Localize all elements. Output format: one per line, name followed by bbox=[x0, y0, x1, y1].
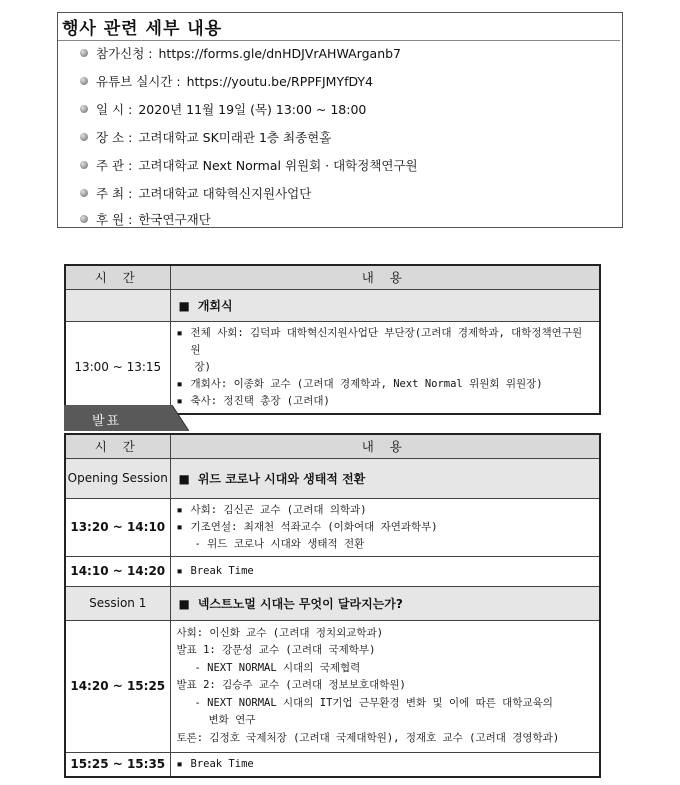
detail-row-venue: 장 소 : 고려대학교 SK미래관 1층 최종현홀 bbox=[80, 128, 331, 146]
detail-row-host: 주 최 : 고려대학교 대학혁신지원사업단 bbox=[80, 184, 311, 202]
list-item: 발표 2: 김승주 교수 (고려대 정보보호대학원) bbox=[176, 679, 406, 692]
list-item: 사회: 이신화 교수 (고려대 정치외교학과) bbox=[176, 626, 384, 639]
opening-session-label: Opening Session bbox=[65, 458, 170, 498]
detail-row-date: 일 시 : 2020년 11월 19일 (목) 13:00 ~ 18:00 bbox=[80, 100, 366, 118]
column-header-content: 내 용 bbox=[170, 434, 600, 458]
detail-row-youtube: 유튜브 실시간 : https://youtu.be/RPPFJMYfDY4 bbox=[80, 72, 373, 90]
small-square-bullet-icon: ▪ bbox=[176, 394, 183, 407]
small-square-bullet-icon: ▪ bbox=[176, 520, 183, 533]
bullet-icon bbox=[80, 215, 88, 223]
presentation-table bbox=[64, 433, 601, 778]
small-square-bullet-icon: ▪ bbox=[176, 503, 183, 516]
list-item: - 위드 코로나 시대와 생태적 전환 bbox=[194, 537, 365, 550]
list-item: 변화 연구 bbox=[208, 714, 256, 727]
column-header-time: 시 간 bbox=[65, 434, 170, 458]
list-item: - NEXT NORMAL 시대의 국제협력 bbox=[194, 661, 361, 674]
bullet-icon bbox=[80, 161, 88, 169]
session-1-label: Session 1 bbox=[65, 586, 170, 620]
presentation-tab-label: 발표 bbox=[92, 414, 122, 429]
square-bullet-icon: ■ bbox=[178, 471, 190, 486]
list-item: - NEXT NORMAL 시대의 IT기업 근무환경 변화 및 이에 따른 대학교육의 bbox=[194, 696, 553, 709]
program-items bbox=[170, 556, 600, 586]
section-title-opening-session: ■ 위드 코로나 시대와 생태적 전환 bbox=[170, 458, 600, 498]
small-square-bullet-icon: ▪ bbox=[176, 564, 183, 577]
column-header-content: 내 용 bbox=[170, 265, 600, 289]
section-title-opening-ceremony: ■ 개회식 bbox=[170, 289, 600, 321]
list-item: ▪ 사회: 김신곤 교수 (고려대 의학과) bbox=[177, 502, 594, 519]
detail-row-sponsor: 후 원 : 한국연구재단 bbox=[80, 210, 211, 228]
bullet-icon bbox=[80, 77, 88, 85]
time-cell: 14:20 ~ 15:25 bbox=[65, 620, 170, 752]
time-cell: 14:10 ~ 14:20 bbox=[65, 556, 170, 586]
list-item: 장) bbox=[194, 360, 211, 373]
bullet-icon bbox=[80, 49, 88, 57]
program-items bbox=[170, 498, 600, 556]
square-bullet-icon: ■ bbox=[178, 298, 190, 313]
bullet-icon bbox=[80, 189, 88, 197]
event-details-title: 행사 관련 세부 내용 bbox=[62, 19, 223, 39]
program-items bbox=[170, 620, 600, 752]
divider bbox=[58, 40, 620, 41]
presentation-tab bbox=[64, 405, 189, 431]
program-items bbox=[170, 321, 600, 414]
time-cell: 13:20 ~ 14:10 bbox=[65, 498, 170, 556]
list-item: ▪ Break Time bbox=[177, 563, 594, 580]
list-item: ▪ Break Time bbox=[177, 756, 594, 773]
small-square-bullet-icon: ▪ bbox=[176, 326, 183, 339]
detail-row-organizer: 주 관 : 고려대학교 Next Normal 위원회 · 대학정책연구원 bbox=[80, 156, 418, 174]
time-cell: 13:00 ~ 13:15 bbox=[65, 321, 170, 414]
small-square-bullet-icon: ▪ bbox=[176, 377, 183, 390]
table-cell bbox=[65, 289, 170, 321]
opening-ceremony-table bbox=[64, 264, 601, 415]
youtube-link[interactable]: https://youtu.be/RPPFJMYfDY4 bbox=[186, 73, 374, 89]
square-bullet-icon: ■ bbox=[178, 596, 190, 611]
section-title-session-1: ■ 넥스트노멀 시대는 무엇이 달라지는가? bbox=[170, 586, 600, 620]
list-item: ▪ 기조연설: 최재천 석좌교수 (이화여대 자연과학부) bbox=[177, 519, 594, 536]
detail-row-registration: 참가신청 : https://forms.gle/dnHDJVrAHWArganb7 bbox=[80, 44, 401, 62]
time-cell: 15:25 ~ 15:35 bbox=[65, 752, 170, 777]
program-items bbox=[170, 752, 600, 777]
list-item: ▪ 전체 사회: 김덕파 대학혁신지원사업단 부단장(고려대 경제학과, 대학정책연구원 원 bbox=[177, 325, 594, 359]
list-item: ▪ 개회사: 이종화 교수 (고려대 경제학과, Next Normal 위원회 위원장) bbox=[177, 376, 594, 393]
bullet-icon bbox=[80, 133, 88, 141]
list-item: ▪ 축사: 정진택 총장 (고려대) bbox=[177, 393, 594, 410]
bullet-icon bbox=[80, 105, 88, 113]
list-item: 발표 1: 강문성 교수 (고려대 국제학부) bbox=[176, 644, 376, 657]
registration-link[interactable]: https://forms.gle/dnHDJVrAHWArganb7 bbox=[158, 45, 402, 61]
small-square-bullet-icon: ▪ bbox=[176, 757, 183, 770]
list-item: 토론: 김정호 국제처장 (고려대 국제대학원), 정재호 교수 (고려대 경영학과) bbox=[176, 731, 560, 744]
column-header-time: 시 간 bbox=[65, 265, 170, 289]
